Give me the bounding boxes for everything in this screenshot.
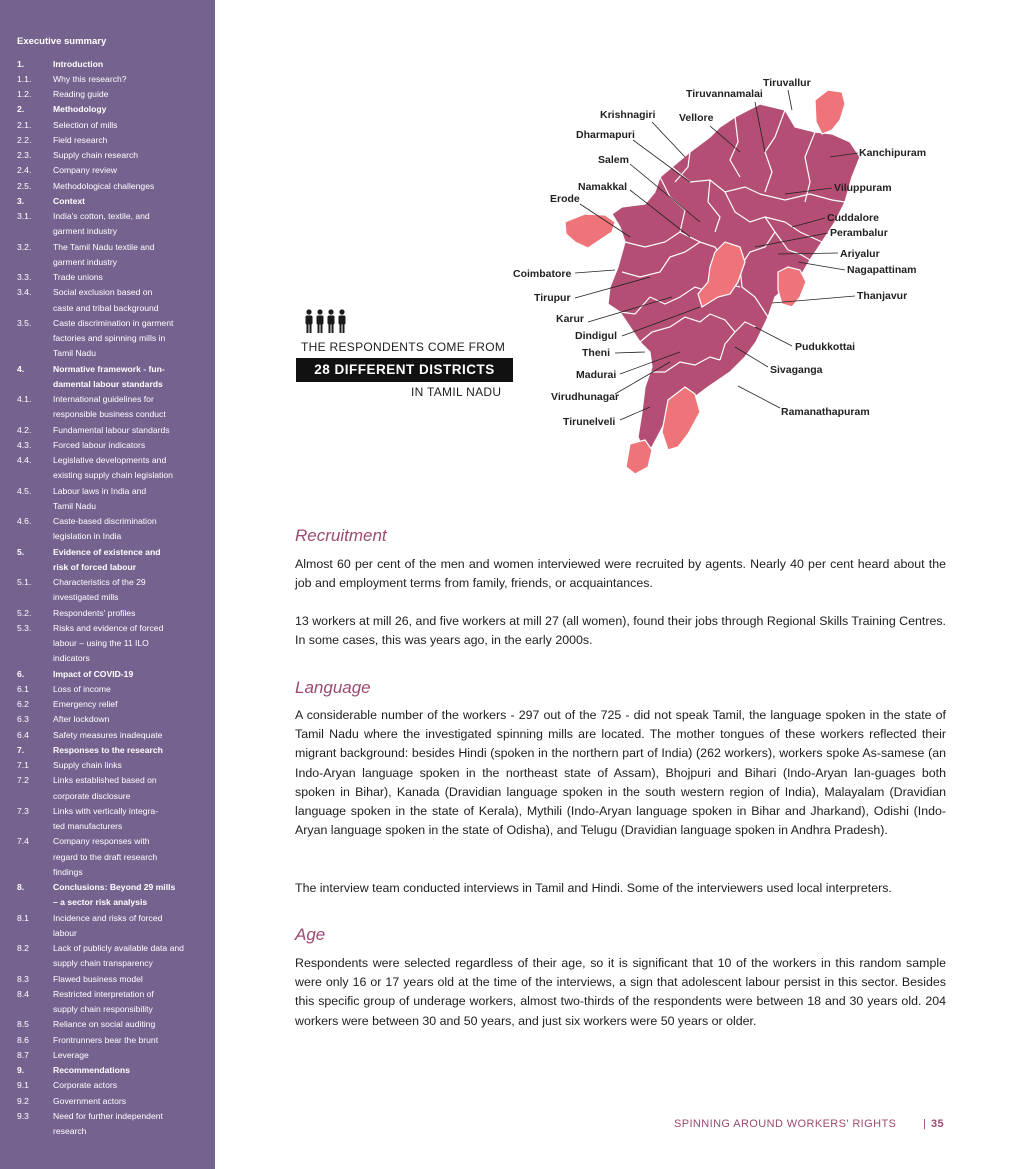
toc-item-label: Normative framework - fun- (53, 363, 165, 374)
toc-item-number: 2.4. (17, 165, 32, 176)
toc-item-label: Recommendations (53, 1065, 130, 1075)
toc-item-label: Caste discrimination in garment (53, 317, 174, 328)
toc-item-label: existing supply chain legislation (53, 470, 173, 481)
toc-item-label: Company responses with (53, 836, 150, 847)
recruitment-paragraph-2: 13 workers at mill 26, and five workers at mill 27 (all women), found their jobs through Regional Skills Training Centres. In some cases, this was years ago, in the early 2000s. (295, 614, 946, 648)
tamil-nadu-map (560, 82, 970, 482)
toc-item-label: Characteristics of the 29 (53, 577, 146, 587)
toc-item-label: investigated mills (53, 592, 119, 603)
toc-item-label: Company review (53, 165, 117, 176)
toc-item-label: Field research (53, 134, 108, 145)
toc-item-label: Reading guide (53, 89, 109, 99)
map-label-krishnagiri: Krishnagiri (600, 109, 656, 121)
toc-item-label: Supply chain research (53, 150, 139, 160)
toc-item-number: 8.4 (17, 988, 29, 999)
map-label-viluppuram: Viluppuram (834, 182, 892, 194)
toc-item-number: 7.1 (17, 760, 29, 770)
language-paragraph-2: The interview team conducted interviews in Tamil and Hindi. Some of the interviewers used local interpreters. (295, 881, 892, 895)
toc-item-number: 5.1. (17, 577, 32, 587)
toc-item-number: 6.2 (17, 699, 29, 709)
toc-item-number: 6.1 (17, 683, 29, 694)
toc-item-label: Restricted interpretation of (53, 988, 154, 999)
toc-item-label: corporate disclosure (53, 790, 131, 801)
toc-item-number: 2.5. (17, 180, 32, 191)
district-region-other-north (815, 90, 845, 134)
toc-item-number: 2.2. (17, 134, 32, 145)
toc-item-label: labour (53, 927, 77, 938)
map-label-karur: Karur (556, 313, 585, 325)
toc-item-number: 8.2 (17, 943, 29, 953)
toc-item-label: Why this research? (53, 73, 127, 84)
toc-item-label: factories and spinning mills in (53, 333, 166, 343)
person-icon (339, 309, 346, 333)
toc-item-number: 3.3. (17, 272, 32, 282)
age-paragraph-1: Respondents were selected regardless of their age, so it is significant that 10 of the workers in this random sample were only 16 or 17 years old at the time of the interviews, a sign that adolescent labour persist in this sector. Besides this specific group of underage workers, almost two-thirds of the respondents were between 18 and 30 years old. 204 workers were between 30 and 50 years, and just six workers were 50 years or older. (295, 956, 946, 1028)
map-label-kanchipuram: Kanchipuram (859, 147, 927, 159)
toc-item-number: 1.2. (17, 89, 32, 99)
toc-item-number: 4.6. (17, 516, 32, 526)
toc-item-label: Incidence and risks of forced (53, 912, 163, 923)
toc-item-number: 1. (17, 58, 25, 69)
toc-item-label: Links with vertically integra- (53, 805, 159, 816)
toc-item-label: garment industry (53, 256, 118, 267)
toc-item-label: – a sector risk analysis (53, 897, 148, 908)
toc-item-label: Risks and evidence of forced (53, 622, 164, 633)
toc-item-number: 9.2 (17, 1095, 29, 1106)
toc-item-number: 8.3 (17, 973, 29, 984)
toc-item-number: 3.5. (17, 317, 32, 328)
section-heading-recruitment: Recruitment (295, 526, 387, 545)
people-icon-group (304, 309, 348, 335)
toc-item-label: International guidelines for (53, 394, 154, 404)
map-label-coimbatore: Coimbatore (513, 268, 572, 280)
map-label-salem: Salem (598, 154, 629, 166)
infographic-line3: IN TAMIL NADU (411, 385, 502, 399)
toc-item-label: Flawed business model (53, 973, 143, 984)
toc-item-label: Trade unions (53, 272, 103, 282)
toc-item-number: 6.4 (17, 729, 29, 740)
toc-item-number: 7.2 (17, 775, 29, 786)
toc-item-label: research (53, 1126, 87, 1136)
toc-item-number: 5. (17, 546, 25, 557)
toc-item-number: 4. (17, 363, 25, 374)
person-icon (328, 309, 335, 333)
map-label-tirunelveli: Tirunelveli (563, 416, 616, 428)
footer-title: SPINNING AROUND WORKERS' RIGHTS (674, 1118, 897, 1130)
toc-item-label: Legislative developments and (53, 455, 167, 465)
toc-item-number: 4.3. (17, 439, 32, 450)
map-label-erode: Erode (550, 193, 580, 205)
toc-item-label: Methodological challenges (53, 180, 155, 191)
toc-item-label: Labour laws in India and (53, 485, 147, 496)
toc-item-number: 7. (17, 744, 25, 755)
toc-item-label: caste and tribal background (53, 302, 159, 313)
toc-item-label: Caste-based discrimination (53, 516, 157, 526)
toc-item-label: indicators (53, 653, 90, 664)
map-label-theni: Theni (582, 347, 610, 359)
district-region-other-tip (626, 440, 652, 474)
toc-item-number: 4.4. (17, 455, 32, 465)
toc-item-label: India's cotton, textile, and (53, 211, 150, 221)
toc-item-number: 4.5. (17, 485, 32, 496)
toc-item-label: Lack of publicly available data and (53, 943, 184, 953)
section-heading-age: Age (295, 925, 326, 944)
language-paragraph-1: A considerable number of the workers - 297 out of the 725 - did not speak Tamil, the language spoken in the state of Tamil Nadu where the investigated spinning mills are located. The mother tongues of these workers reflected their migrant background: besides Hindi (spoken in the northern part of India) (262 workers), workers spoke As-samese (an Indo-Aryan language spoken in the northeast state of Assam), Bhojpuri and Bihari (Indo-Aryan lan-guages both spoken in Bihar), Kanada (Dravidian language spoken in the south western region of India), Malayalam (Dravidian language spoken in the state of Kerala), Mythili (Indo-Aryan language spoken in Bihar and Jharkand), Odishi (Indo-Aryan language spoken in the state of Odisha), and Telugu (Dravidian language spoken in Andhra Pradesh). (295, 708, 946, 838)
toc-item-label: After lockdown (53, 714, 110, 725)
map-label-sivaganga: Sivaganga (770, 364, 823, 376)
toc-item-label: Tamil Nadu (53, 500, 96, 511)
map-label-vellore: Vellore (679, 112, 714, 124)
toc-item-label: Introduction (53, 58, 104, 69)
footer-separator: | (923, 1118, 927, 1130)
toc-item-number: 1.1. (17, 73, 32, 84)
toc-item-number: 2. (17, 104, 25, 115)
toc-executive-summary[interactable]: Executive summary (17, 36, 107, 47)
toc-item-number: 3.4. (17, 287, 32, 298)
toc-item-label: Reliance on social auditing (53, 1019, 156, 1030)
map-label-nagapattinam: Nagapattinam (847, 264, 917, 276)
toc-item-label: Evidence of existence and (53, 546, 161, 557)
toc-item-label: Leverage (53, 1049, 89, 1060)
recruitment-paragraph-1: Almost 60 per cent of the men and women interviewed were recruited by agents. Nearly 40 per cent heard about the job and employment terms from family, friends, or acquaintances. (295, 557, 946, 591)
map-label-ariyalur: Ariyalur (840, 248, 880, 260)
toc-item-label: Fundamental labour standards (53, 424, 170, 435)
toc-item-label: Methodology (53, 104, 107, 115)
toc-item-number: 8. (17, 882, 25, 892)
district-region-other-west (565, 214, 615, 248)
toc-item-label: supply chain transparency (53, 958, 153, 969)
map-label-cuddalore: Cuddalore (827, 212, 879, 224)
toc-item-label: Impact of COVID-19 (53, 668, 134, 679)
toc-item-number: 9. (17, 1065, 25, 1075)
toc-item-number: 8.7 (17, 1049, 29, 1060)
toc-item-label: The Tamil Nadu textile and (53, 241, 155, 252)
toc-item-label: Links established based on (53, 775, 157, 786)
toc-item-label: Context (53, 195, 85, 206)
map-label-namakkal: Namakkal (578, 181, 628, 193)
toc-item-label: risk of forced labour (53, 561, 137, 572)
map-label-dindigul: Dindigul (575, 330, 617, 342)
toc-item-label: Forced labour indicators (53, 439, 146, 450)
toc-item-number: 3. (17, 195, 25, 206)
toc-item-number: 2.1. (17, 119, 32, 130)
toc-item-number: 8.5 (17, 1019, 29, 1030)
toc-item-label: Need for further independent (53, 1110, 163, 1121)
toc-item-label: Conclusions: Beyond 29 mills (53, 882, 176, 892)
toc-item-label: Selection of mills (53, 119, 118, 130)
toc-item-label: Government actors (53, 1095, 127, 1106)
map-label-madurai: Madurai (576, 369, 617, 381)
toc-item-number: 5.3. (17, 622, 32, 633)
toc-item-number: 5.2. (17, 607, 32, 618)
person-icon (317, 309, 324, 333)
toc-item-number: 7.3 (17, 805, 29, 816)
toc-item-label: Loss of income (53, 683, 111, 694)
toc-item-number: 4.2. (17, 424, 32, 435)
toc-item-number: 9.3 (17, 1110, 29, 1121)
toc-item-label: Emergency relief (53, 699, 118, 709)
toc-item-label: Social exclusion based on (53, 287, 153, 298)
toc-item-number: 3.1. (17, 211, 32, 221)
person-icon (306, 309, 313, 333)
toc-item-number: 4.1. (17, 394, 32, 404)
toc-item-label: Tamil Nadu (53, 348, 96, 359)
toc-item-number: 9.1 (17, 1080, 29, 1091)
toc-item-label: labour – using the 11 ILO (53, 638, 149, 648)
map-label-dharmapuri: Dharmapuri (576, 129, 635, 141)
page-number: 35 (931, 1118, 945, 1130)
infographic-line1: THE RESPONDENTS COME FROM (301, 340, 506, 354)
toc-item-label: Safety measures inadequate (53, 729, 163, 740)
toc-item-number: 8.6 (17, 1034, 29, 1045)
map-label-tirupur: Tirupur (534, 292, 571, 304)
map-label-pudukkottai: Pudukkottai (795, 341, 856, 353)
toc-item-label: ted manufacturers (53, 821, 123, 831)
infographic-highlight: 28 DIFFERENT DISTRICTS (296, 358, 513, 382)
toc-sidebar (0, 0, 215, 1169)
toc-item-label: damental labour standards (53, 378, 163, 389)
toc-item-label: garment industry (53, 226, 118, 237)
toc-item-number: 3.2. (17, 241, 32, 252)
toc-item-label: Responses to the research (53, 744, 163, 755)
toc-item-number: 8.1 (17, 912, 29, 923)
toc-item-label: Corporate actors (53, 1080, 118, 1091)
toc-item-label: legislation in India (53, 531, 122, 542)
toc-item-label: responsible business conduct (53, 409, 166, 420)
toc-item-number: 7.4 (17, 836, 29, 847)
toc-item-number: 6.3 (17, 714, 29, 725)
toc-item-number: 6. (17, 668, 25, 679)
toc-item-label: Frontrunners bear the brunt (53, 1034, 159, 1045)
section-heading-language: Language (295, 678, 371, 697)
toc-item-label: supply chain responsibility (53, 1004, 153, 1014)
map-label-tiruvallur: Tiruvallur (763, 77, 811, 89)
map-label-tiruvannamalai: Tiruvannamalai (686, 88, 763, 100)
toc-item-label: Respondents' profiles (53, 607, 136, 618)
map-label-thanjavur: Thanjavur (857, 290, 908, 302)
toc-item-label: regard to the draft research (53, 851, 158, 862)
map-label-perambalur: Perambalur (830, 227, 888, 239)
map-label-virudhunagar: Virudhunagar (551, 391, 620, 403)
toc-item-number: 2.3. (17, 150, 32, 160)
toc-item-label: findings (53, 866, 83, 877)
toc-item-label: Supply chain links (53, 760, 122, 770)
map-label-ramanathapuram: Ramanathapuram (781, 406, 870, 418)
